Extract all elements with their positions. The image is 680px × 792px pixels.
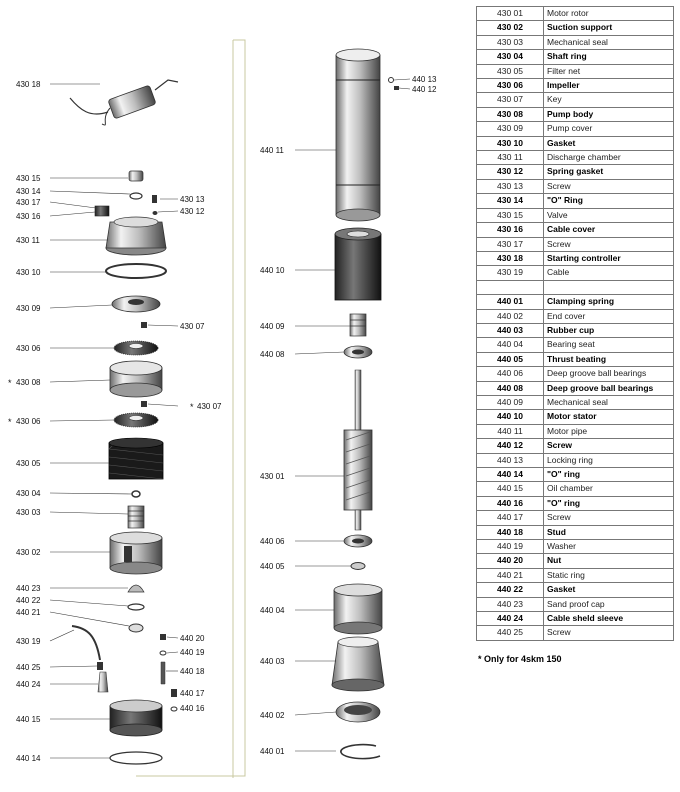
label-430-05: 430 05 <box>16 459 41 468</box>
o-ring-part <box>130 193 142 199</box>
part-code: 430 09 <box>477 122 544 136</box>
part-name: Oil chamber <box>544 482 674 496</box>
part-name: Mechanical seal <box>544 395 674 409</box>
parts-row <box>477 496 674 510</box>
part-name: Deep groove ball bearings <box>544 367 674 381</box>
parts-row <box>477 122 674 136</box>
screw-part-3 <box>97 662 103 670</box>
parts-row <box>477 410 674 424</box>
part-code: 430 05 <box>477 64 544 78</box>
label-440-22: 440 22 <box>16 596 41 605</box>
star-marker-430-06: * <box>8 417 12 427</box>
pump-body-part <box>110 361 162 397</box>
part-name: Shaft ring <box>544 50 674 64</box>
cable-sheld-sleeve-part <box>98 672 108 692</box>
part-code: 430 08 <box>477 107 544 121</box>
parts-row <box>477 597 674 611</box>
part-name <box>544 280 674 294</box>
shaft-ring-part <box>132 491 140 497</box>
part-code: 440 23 <box>477 597 544 611</box>
parts-row <box>477 194 674 208</box>
part-name: Discharge chamber <box>544 151 674 165</box>
label-430-10: 430 10 <box>16 268 41 277</box>
parts-row <box>477 540 674 554</box>
motor-pipe-part <box>336 49 380 221</box>
label-430-07-a: 430 07 <box>180 322 205 331</box>
o-ring-part-2 <box>171 707 177 711</box>
part-code: 440 13 <box>477 453 544 467</box>
part-code: 440 20 <box>477 554 544 568</box>
pump-cover-part <box>112 296 160 312</box>
part-code: 430 14 <box>477 194 544 208</box>
star-marker-430-07: * <box>190 402 194 412</box>
mechanical-seal-part-2 <box>350 314 366 336</box>
parts-row <box>477 568 674 582</box>
parts-row <box>477 151 674 165</box>
part-code: 430 17 <box>477 237 544 251</box>
screw-part <box>152 195 157 203</box>
part-name: Sand proof cap <box>544 597 674 611</box>
part-name: Valve <box>544 208 674 222</box>
parts-row <box>477 525 674 539</box>
part-name: Thrust beating <box>544 352 674 366</box>
label-440-02: 440 02 <box>260 711 285 720</box>
part-code: 430 11 <box>477 151 544 165</box>
impeller-part-2 <box>114 413 158 427</box>
footnote: * Only for 4skm 150 <box>478 654 562 664</box>
part-code: 430 19 <box>477 266 544 280</box>
parts-row <box>477 612 674 626</box>
part-name: Stud <box>544 525 674 539</box>
part-code: 430 10 <box>477 136 544 150</box>
part-name: Washer <box>544 540 674 554</box>
part-name: Motor stator <box>544 410 674 424</box>
parts-row <box>477 223 674 237</box>
label-440-25: 440 25 <box>16 663 41 672</box>
label-440-13: 440 13 <box>412 75 437 84</box>
parts-list-body <box>477 7 674 641</box>
rubber-cup-part <box>332 637 384 691</box>
part-code: 430 07 <box>477 93 544 107</box>
discharge-chamber-part <box>106 217 166 255</box>
parts-row <box>477 309 674 323</box>
label-440-06: 440 06 <box>260 537 285 546</box>
label-430-02: 430 02 <box>16 548 41 557</box>
part-name: Gasket <box>544 583 674 597</box>
part-name: Screw <box>544 179 674 193</box>
stud-part <box>161 662 165 684</box>
part-name: Cable cover <box>544 223 674 237</box>
part-name: Key <box>544 93 674 107</box>
part-code: 430 18 <box>477 251 544 265</box>
part-name: Cable sheld sleeve <box>544 612 674 626</box>
label-430-07-b: 430 07 <box>197 402 222 411</box>
label-430-06-b: 430 06 <box>16 417 41 426</box>
part-code: 430 15 <box>477 208 544 222</box>
parts-row <box>477 50 674 64</box>
part-code: 440 06 <box>477 367 544 381</box>
motor-rotor-part <box>344 370 372 530</box>
part-code: 440 22 <box>477 583 544 597</box>
part-code: 430 06 <box>477 79 544 93</box>
parts-row <box>477 467 674 481</box>
suction-support-part <box>110 532 162 574</box>
parts-row <box>477 352 674 366</box>
label-440-19: 440 19 <box>180 648 205 657</box>
label-440-17: 440 17 <box>180 689 205 698</box>
screw-part-2 <box>171 689 177 697</box>
part-name: "O" Ring <box>544 194 674 208</box>
part-code: 440 17 <box>477 511 544 525</box>
parts-row <box>477 381 674 395</box>
part-name: Motor pipe <box>544 424 674 438</box>
parts-row <box>477 179 674 193</box>
cable-part <box>72 626 100 660</box>
label-440-16: 440 16 <box>180 704 205 713</box>
label-440-09: 440 09 <box>260 322 285 331</box>
bearing-part <box>344 346 372 358</box>
label-440-12: 440 12 <box>412 85 437 94</box>
part-name: "O" ring <box>544 496 674 510</box>
part-code: 440 16 <box>477 496 544 510</box>
label-430-12: 430 12 <box>180 207 205 216</box>
parts-row <box>477 237 674 251</box>
parts-row <box>477 554 674 568</box>
part-name: Impeller <box>544 79 674 93</box>
label-440-08: 440 08 <box>260 350 285 359</box>
part-code: 430 04 <box>477 50 544 64</box>
parts-row <box>477 93 674 107</box>
part-name: Gasket <box>544 136 674 150</box>
part-name: Screw <box>544 439 674 453</box>
label-440-03: 440 03 <box>260 657 285 666</box>
part-name: Locking ring <box>544 453 674 467</box>
parts-row <box>477 280 674 294</box>
label-430-11: 430 11 <box>16 236 40 245</box>
label-440-21: 440 21 <box>16 608 41 617</box>
label-440-23: 440 23 <box>16 584 41 593</box>
label-430-06-a: 430 06 <box>16 344 41 353</box>
parts-row <box>477 367 674 381</box>
label-430-15: 430 15 <box>16 174 41 183</box>
parts-row <box>477 35 674 49</box>
part-name: Motor rotor <box>544 7 674 21</box>
parts-row <box>477 21 674 35</box>
part-code: 430 03 <box>477 35 544 49</box>
part-code: 430 16 <box>477 223 544 237</box>
static-ring-part <box>129 624 143 632</box>
part-name: Bearing seat <box>544 338 674 352</box>
parts-row <box>477 266 674 280</box>
part-name: Deep groove ball bearings <box>544 381 674 395</box>
part-code: 440 14 <box>477 467 544 481</box>
filter-net-part <box>109 438 163 479</box>
label-440-20: 440 20 <box>180 634 205 643</box>
part-code: 430 01 <box>477 7 544 21</box>
key-part-2 <box>141 401 147 407</box>
part-code: 440 09 <box>477 395 544 409</box>
clamping-spring-part <box>341 745 380 759</box>
part-name: Mechanical seal <box>544 35 674 49</box>
label-440-15: 440 15 <box>16 715 41 724</box>
parts-row <box>477 107 674 121</box>
label-430-13: 430 13 <box>180 195 205 204</box>
part-code: 440 04 <box>477 338 544 352</box>
part-name: Clamping spring <box>544 295 674 309</box>
parts-row <box>477 439 674 453</box>
parts-row <box>477 511 674 525</box>
label-430-14: 430 14 <box>16 187 41 196</box>
parts-row <box>477 136 674 150</box>
parts-row <box>477 251 674 265</box>
gasket-part <box>106 264 166 278</box>
part-code: 440 19 <box>477 540 544 554</box>
parts-row <box>477 323 674 337</box>
starting-controller-part <box>70 80 178 125</box>
label-430-03: 430 03 <box>16 508 41 517</box>
bearing-seat-part <box>334 584 382 634</box>
sand-proof-cap-part <box>128 585 144 592</box>
label-440-04: 440 04 <box>260 606 285 615</box>
nut-part <box>160 634 166 640</box>
thrust-bearing-part <box>351 563 365 570</box>
part-name: Spring gasket <box>544 165 674 179</box>
oil-chamber-part <box>110 700 162 736</box>
part-code: 440 03 <box>477 323 544 337</box>
part-code: 440 11 <box>477 424 544 438</box>
label-440-10: 440 10 <box>260 266 285 275</box>
part-code <box>477 280 544 294</box>
part-code: 440 15 <box>477 482 544 496</box>
label-440-05: 440 05 <box>260 562 285 571</box>
label-440-24: 440 24 <box>16 680 41 689</box>
part-name: Screw <box>544 237 674 251</box>
leader-lines-left <box>50 84 178 758</box>
parts-list-table <box>476 6 674 641</box>
motor-stator-part <box>335 228 381 300</box>
parts-row <box>477 395 674 409</box>
washer-part <box>160 651 166 655</box>
part-code: 440 25 <box>477 626 544 640</box>
impeller-part <box>114 341 158 355</box>
parts-row <box>477 424 674 438</box>
part-code: 440 24 <box>477 612 544 626</box>
parts-row <box>477 208 674 222</box>
label-430-19: 430 19 <box>16 637 41 646</box>
part-name: Starting controller <box>544 251 674 265</box>
parts-row <box>477 453 674 467</box>
key-part <box>141 322 147 328</box>
part-code: 440 18 <box>477 525 544 539</box>
part-code: 440 01 <box>477 295 544 309</box>
parts-row <box>477 295 674 309</box>
part-code: 430 13 <box>477 179 544 193</box>
part-code: 430 12 <box>477 165 544 179</box>
part-code: 440 05 <box>477 352 544 366</box>
part-code: 440 21 <box>477 568 544 582</box>
label-430-04: 430 04 <box>16 489 41 498</box>
label-430-01: 430 01 <box>260 472 285 481</box>
part-name: Rubber cup <box>544 323 674 337</box>
bearing-part-2 <box>344 535 372 547</box>
label-440-11: 440 11 <box>260 146 284 155</box>
part-name: End cover <box>544 309 674 323</box>
part-name: Static ring <box>544 568 674 582</box>
label-430-08: 430 08 <box>16 378 41 387</box>
parts-row <box>477 338 674 352</box>
locking-ring-part <box>389 78 394 83</box>
part-code: 440 02 <box>477 309 544 323</box>
parts-row <box>477 482 674 496</box>
end-cover-part <box>336 702 380 722</box>
spring-gasket-part <box>153 211 158 215</box>
part-code: 440 08 <box>477 381 544 395</box>
label-430-18: 430 18 <box>16 80 41 89</box>
part-name: Nut <box>544 554 674 568</box>
label-430-09: 430 09 <box>16 304 41 313</box>
screw-part-4 <box>394 86 399 90</box>
parts-row <box>477 626 674 640</box>
gasket-part-2 <box>128 604 144 610</box>
part-name: Pump cover <box>544 122 674 136</box>
part-code: 430 02 <box>477 21 544 35</box>
part-name: Suction support <box>544 21 674 35</box>
label-440-18: 440 18 <box>180 667 205 676</box>
part-code: 440 10 <box>477 410 544 424</box>
valve-part <box>129 171 143 181</box>
part-name: "O" ring <box>544 467 674 481</box>
label-440-14: 440 14 <box>16 754 41 763</box>
part-name: Screw <box>544 626 674 640</box>
parts-row <box>477 583 674 597</box>
part-name: Cable <box>544 266 674 280</box>
star-marker-430-08: * <box>8 378 12 388</box>
label-430-16: 430 16 <box>16 212 41 221</box>
o-ring-part-3 <box>110 752 162 764</box>
part-name: Screw <box>544 511 674 525</box>
parts-row <box>477 7 674 21</box>
label-430-17: 430 17 <box>16 198 41 207</box>
parts-row <box>477 64 674 78</box>
parts-row <box>477 165 674 179</box>
part-name: Pump body <box>544 107 674 121</box>
part-name: Filter net <box>544 64 674 78</box>
cable-cover-part <box>95 206 109 216</box>
mechanical-seal-part <box>128 506 144 528</box>
parts-row <box>477 79 674 93</box>
label-440-01: 440 01 <box>260 747 285 756</box>
part-code: 440 12 <box>477 439 544 453</box>
